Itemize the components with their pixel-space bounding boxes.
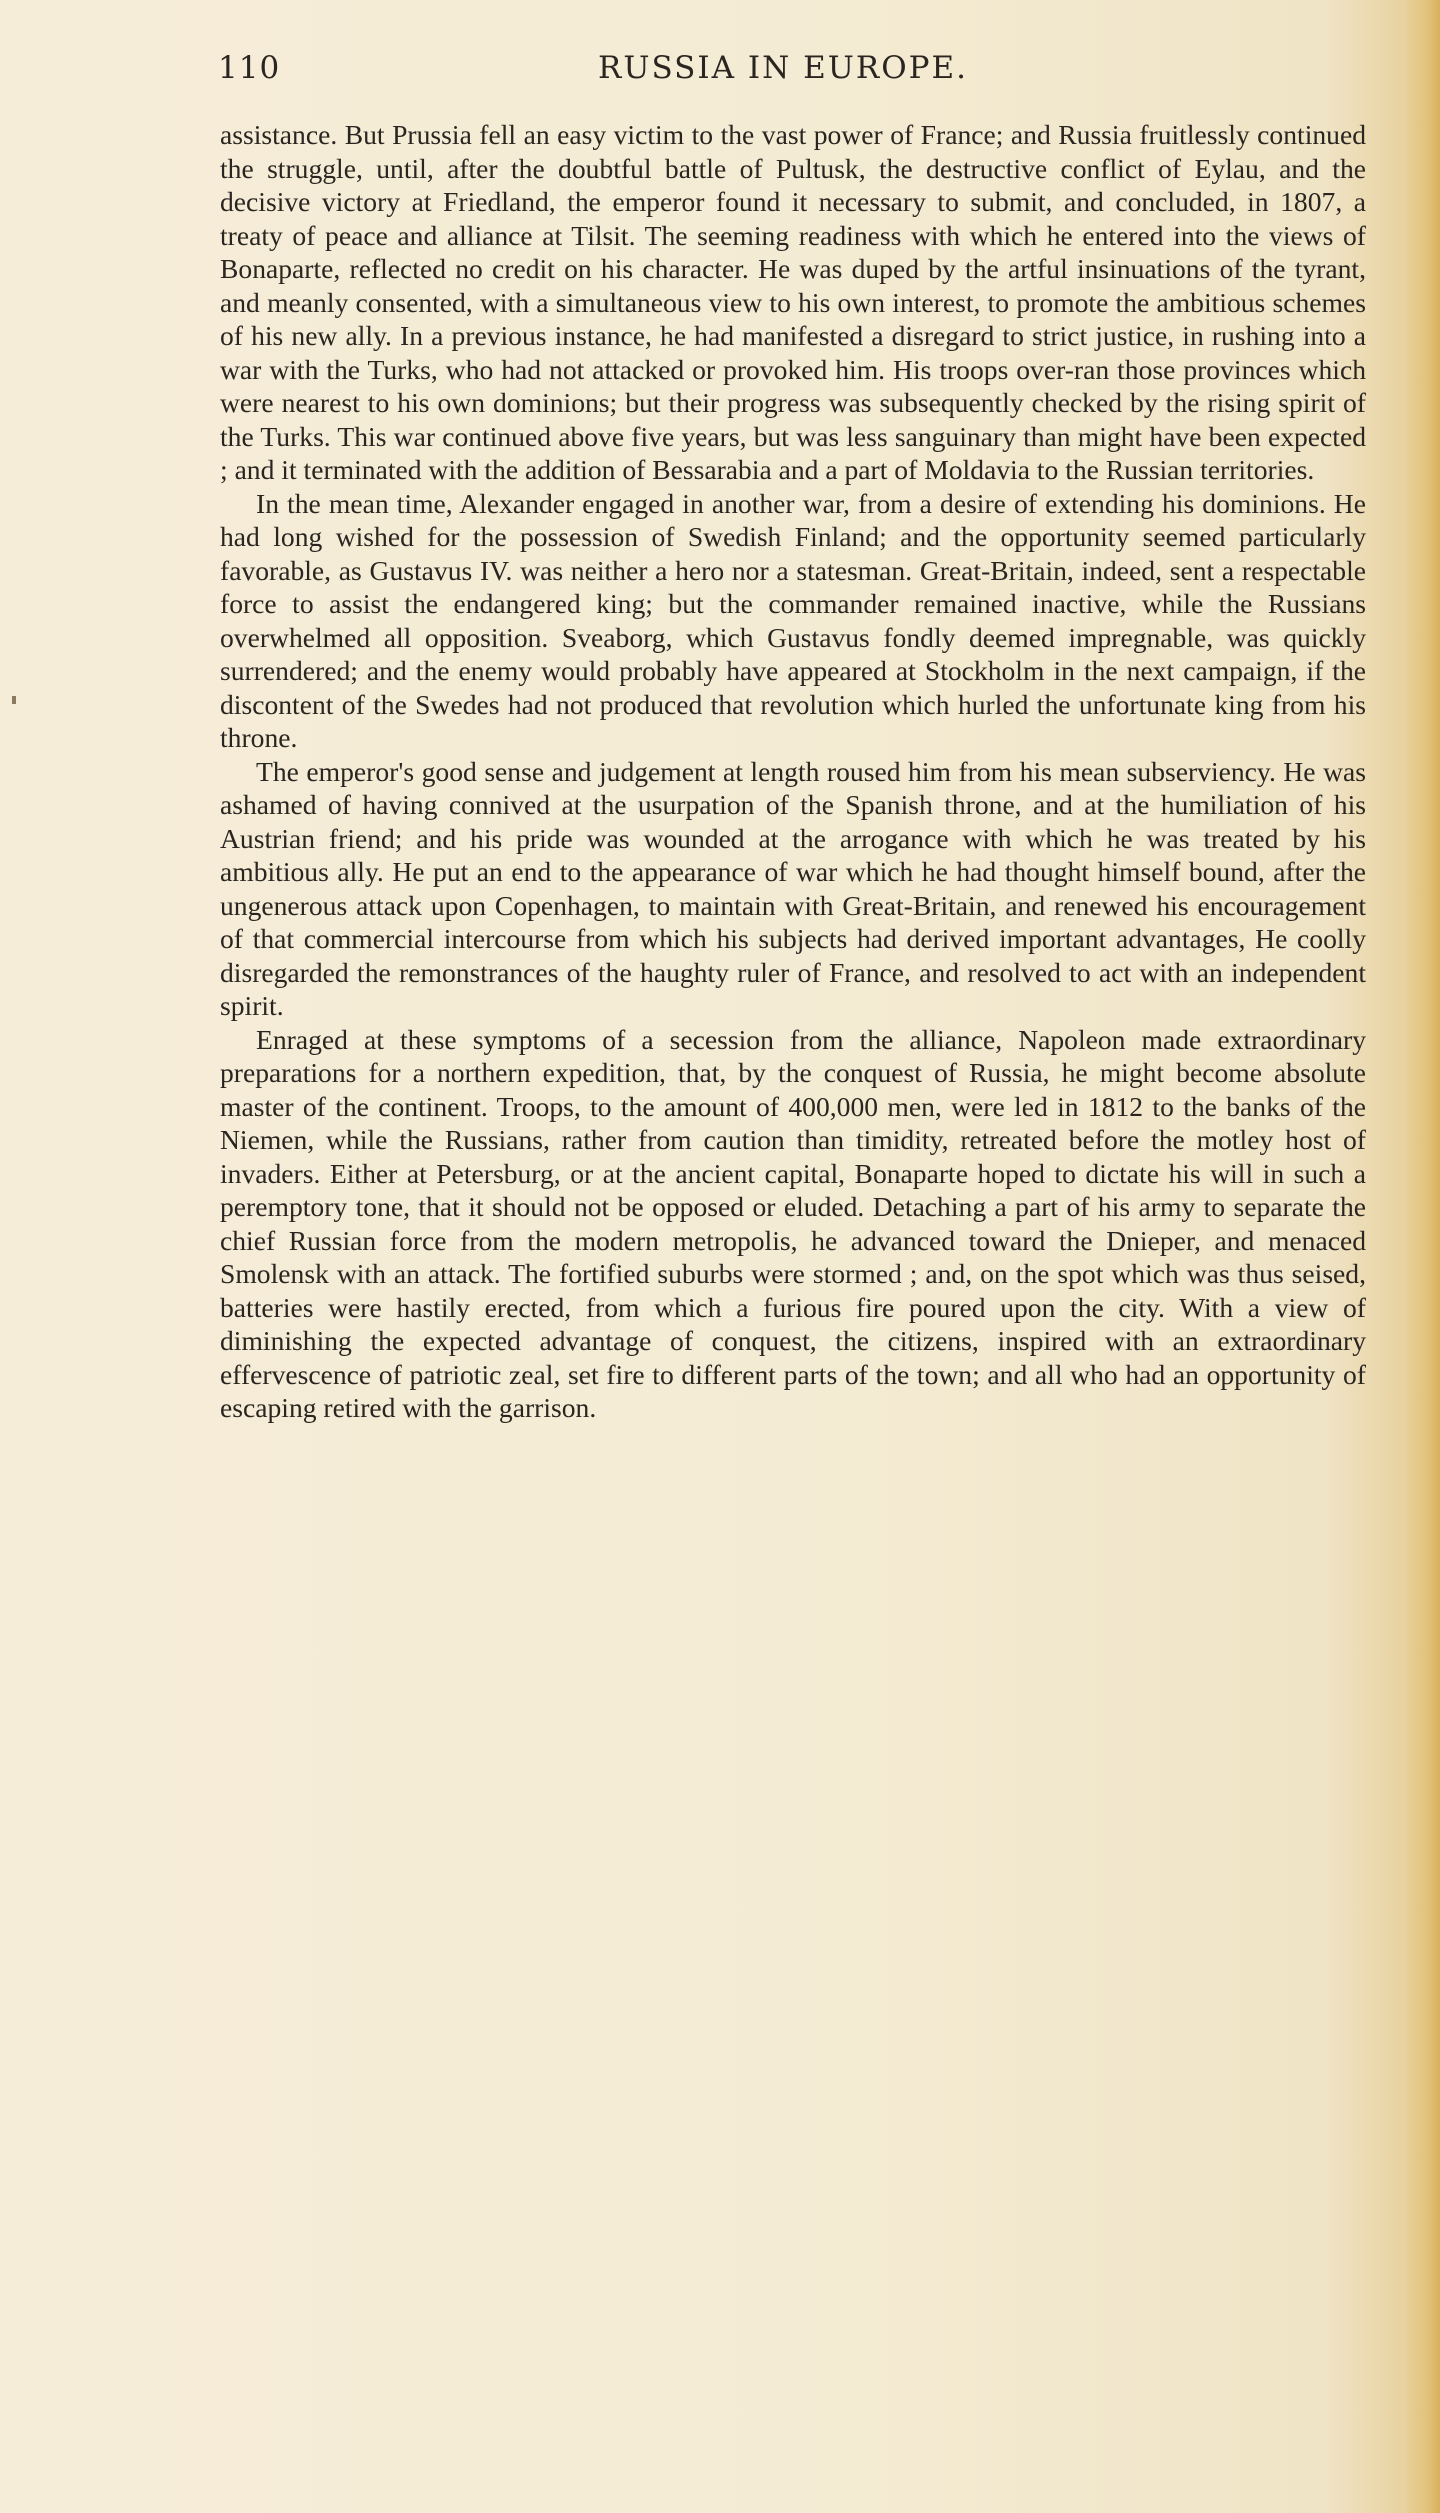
paragraph-napoleon-expedition: Enraged at these symptoms of a secession from the alliance, Napoleon made extraordinary preparations for a northern expedition, that, by the conquest of Russia, he might become absolute master of the continent. Troops, to the amount of 400,000 men, were led in 1812 to the banks of the Niemen, while the Russians, rather from caution than timidity, retreated before the motley host of invaders. Either at Petersburg, or at the ancient capital, Bonaparte hoped to dictate his will in such a peremptory tone, that it should not be opposed or eluded. Detaching a part of his army to separate the chief Russian force from the modern metropolis, he advanced toward the Dnieper, and menaced Smolensk with an attack. The fortified suburbs were stormed ; and, on the spot which was thus seised, batteries were hastily erected, from which a furious fire poured upon the city. With a view of diminishing the expected advantage of conquest, the citizens, inspired with an extraordinary effervescence of patriotic zeal, set fire to different parts of the town; and all who had an opportunity of escaping retired with the garrison. [220,1023,1366,1423]
paragraph-emperor-resolve: The emperor's good sense and judgement at length roused him from his mean subserviency. He was ashamed of having connived at the usurpation of the Spanish throne, and at the humiliation of his Austrian friend; and his pride was wounded at the arrogance with which he was treated by his ambitious ally. He put an end to the appearance of war which he had thought himself bound, after the ungenerous attack upon Copenhagen, to maintain with Great-Britain, and renewed his encouragement of that commercial intercourse from which his subjects had derived important advantages, He coolly disregarded the remonstrances of the haughty ruler of France, and resolved to act with an independent spirit. [220,755,1366,1021]
page-number: 110 [218,50,281,86]
page-header [218,50,1414,100]
body-text [220,118,1366,1425]
paragraph-continued: assistance. But Prussia fell an easy victim to the vast power of France; and Russia fruitlessly continued the struggle, until, after the doubtful battle of Pultusk, the destructive conflict of Eylau, and the decisive victory at Friedland, the emperor found it necessary to submit, and concluded, in 1807, a treaty of peace and alliance at Tilsit. The seeming readiness with which he entered into the views of Bonaparte, reflected no credit on his character. He was duped by the artful insinuations of the tyrant, and meanly consented, with a simultaneous view to his own interest, to promote the ambitious schemes of his new ally. In a previous instance, he had manifested a disregard to strict justice, in rushing into a war with the Turks, who had not attacked or provoked him. His troops over-ran those provinces which were nearest to his own dominions; but their progress was subsequently checked by the rising spirit of the Turks. This war continued above five years, but was less sanguinary than might have been expected ; and it terminated with the addition of Bessarabia and a part of Moldavia to the Russian territories. [220,119,1366,485]
paragraph-finland-war: In the mean time, Alexander engaged in another war, from a desire of extending his dominions. He had long wished for the possession of Swedish Finland; and the opportunity seemed particularly favorable, as Gustavus IV. was neither a hero nor a statesman. Great-Britain, indeed, sent a respectable force to assist the endangered king; but the commander remained inactive, while the Russians overwhelmed all opposition. Sveaborg, which Gustavus fondly deemed impregnable, was quickly surrendered; and the enemy would probably have appeared at Stockholm in the next campaign, if the discontent of the Swedes had not produced that revolution which hurled the unfortunate king from his throne. [220,487,1366,753]
running-head: RUSSIA IN EUROPE. [598,50,968,86]
page-edge-shading [1404,0,1440,2513]
margin-mark [12,696,16,704]
